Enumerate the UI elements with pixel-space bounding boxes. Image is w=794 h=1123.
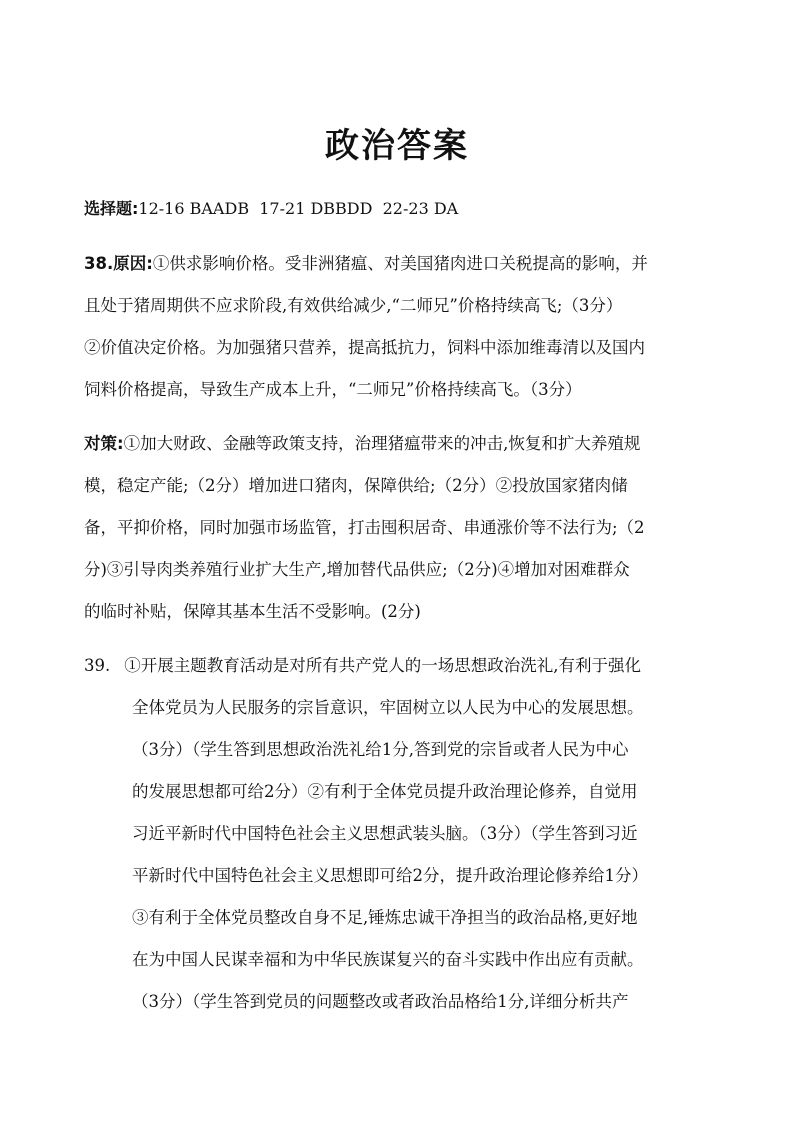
q39-line-2: 全体党员为人民服务的宗旨意识，牢固树立以人民为中心的发展思想。 [132, 698, 644, 717]
q39-line-8: 在为中国人民谋幸福和为中华民族谋复兴的奋斗实践中作出应有贡献。 [132, 950, 644, 969]
multiple-choice-answers [84, 196, 458, 219]
page-title: 政治答案 [325, 126, 469, 166]
q38-measure-line-1 [84, 430, 640, 454]
q39-line-9: （3分）（学生答到党员的问题整改或者政治品格给1分,详细分析共产 [132, 992, 629, 1011]
q38-reason-line-4: 饲料价格提高，导致生产成本上升，“二师兄”价格持续高飞。（3分） [84, 380, 582, 399]
q38-reason-line-1 [84, 250, 648, 274]
q39-line-3: （3分）（学生答到思想政治洗礼给1分,答到党的宗旨或者人民为中心 [132, 740, 629, 759]
q38-reason-label: 38.原因: [84, 254, 153, 273]
q38-reason-line-3: ②价值决定价格。为加强猪只营养，提高抵抗力，饲料中添加维毒清以及国内 [84, 338, 645, 357]
q38-measure-line-4: 分)③引导肉类养殖行业扩大生产,增加替代品供应;（2分)④增加对困难群众 [84, 560, 630, 579]
q38-measure-line-5: 的临时补贴，保障其基本生活不受影响。(2分) [84, 602, 421, 621]
q39-line-6: 平新时代中国特色社会主义思想即可给2分，提升政治理论修养给1分） [132, 866, 648, 885]
q39-line-1 [84, 652, 641, 676]
q38-reason-text: ①供求影响价格。受非洲猪瘟、对美国猪肉进口关税提高的影响，并 [152, 254, 648, 273]
q39-line-5: 习近平新时代中国特色社会主义思想武装头脑。（3分）（学生答到习近 [132, 824, 638, 843]
q39-line-4: 的发展思想都可给2分）②有利于全体党员提升政治理论修养，自觉用 [132, 782, 638, 801]
q38-measure-line-2: 模，稳定产能;（2分）增加进口猪肉，保障供给;（2分）②投放国家猪肉储 [84, 476, 628, 495]
q39-first-line-text: ①开展主题教育活动是对所有共产党人的一场思想政治洗礼,有利于强化 [124, 656, 641, 675]
mcq-label: 选择题: [84, 199, 139, 218]
q38-reason-line-2: 且处于猪周期供不应求阶段,有效供给减少,“二师兄”价格持续高飞;（3分） [84, 296, 623, 315]
mcq-answer-text: 12-16 BAADB 17-21 DBBDD 22-23 DA [138, 199, 459, 218]
q39-line-7: ③有利于全体党员整改自身不足,锤炼忠诚干净担当的政治品格,更好地 [132, 908, 638, 927]
q38-measure-text: ①加大财政、金融等政策支持，治理猪瘟带来的冲击,恢复和扩大养殖规 [123, 434, 641, 453]
q39-number: 39. [84, 656, 111, 675]
q38-measure-line-3: 备，平抑价格，同时加强市场监管，打击囤积居奇、串通涨价等不法行为;（2 [84, 518, 645, 537]
q38-measure-label: 对策: [84, 434, 124, 453]
